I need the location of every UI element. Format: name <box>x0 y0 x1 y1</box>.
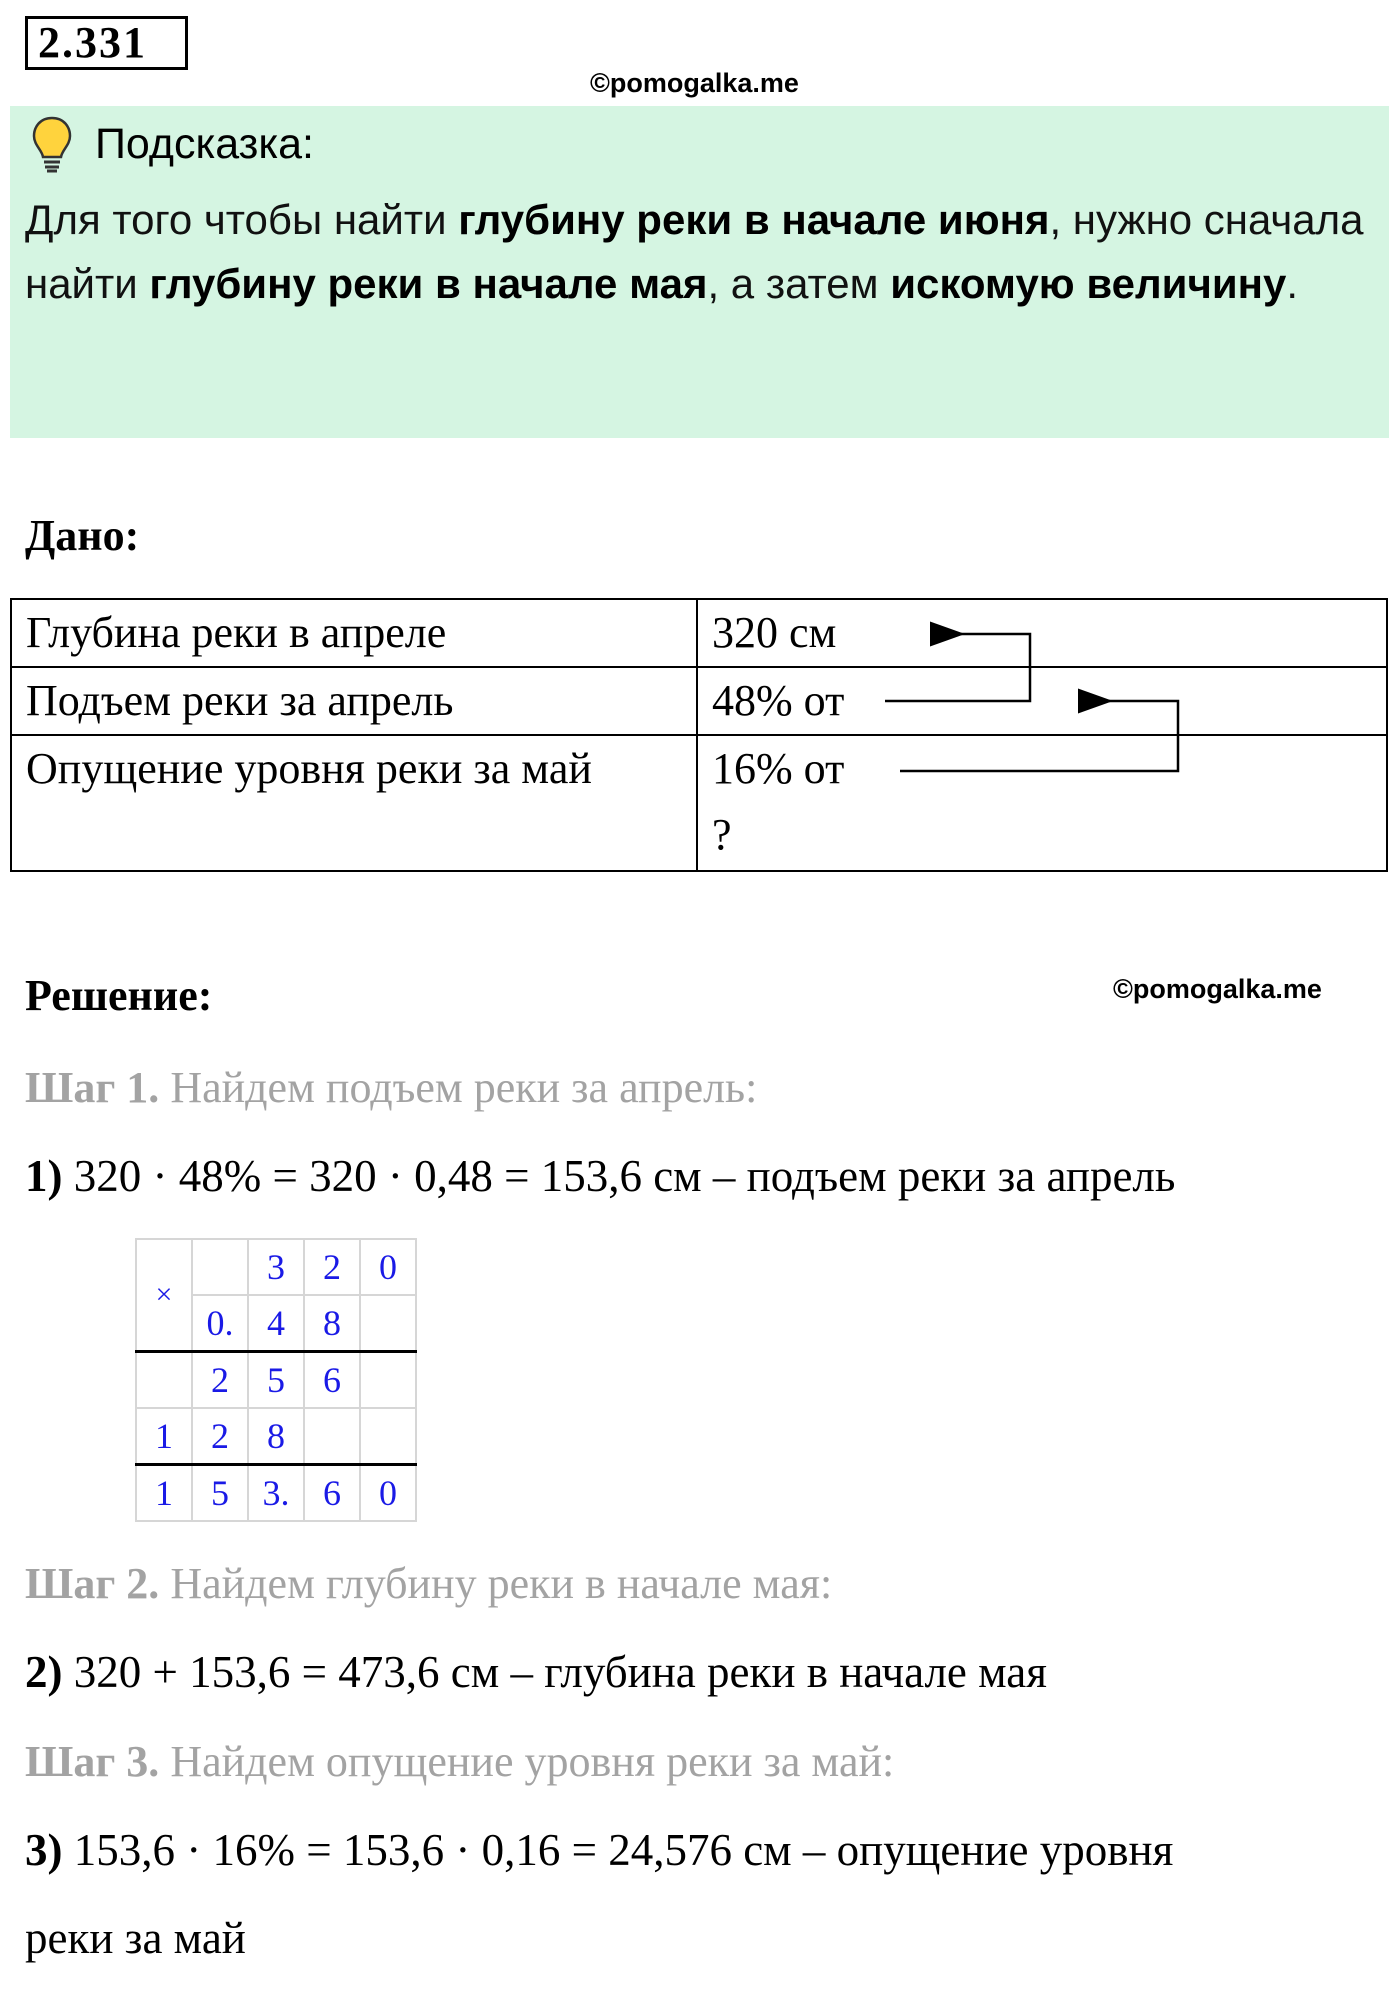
mult-cell: 0. <box>192 1295 248 1352</box>
mult-cell <box>360 1352 416 1409</box>
formula-3-continuation: реки за май <box>25 1913 246 1963</box>
mult-cell: 1 <box>136 1408 192 1465</box>
given-value: 320 см <box>697 599 1387 667</box>
formula-1: 1) 320 · 48% = 320 · 0,48 = 153,6 см – подъем реки за апрель <box>25 1151 1176 1201</box>
given-value: 48% от <box>697 667 1387 735</box>
mult-cell: 4 <box>248 1295 304 1352</box>
arrow-16-to-48 <box>900 701 1178 771</box>
mult-cell: 5 <box>248 1352 304 1409</box>
mult-cell: 1 <box>136 1465 192 1522</box>
mult-row <box>136 1352 416 1409</box>
arrow-48-to-320 <box>885 634 1030 701</box>
given-label: Подъем реки за апрель <box>11 667 697 735</box>
watermark: ©pomogalka.me <box>1113 974 1322 1004</box>
given-value-unknown: ? <box>712 810 732 859</box>
mult-cell: 6 <box>304 1352 360 1409</box>
multiplication-table <box>135 1238 417 1522</box>
mult-cell: 2 <box>192 1408 248 1465</box>
formula-2: 2) 320 + 153,6 = 473,6 см – глубина реки в начале мая <box>25 1647 1047 1697</box>
mult-cell <box>360 1408 416 1465</box>
step-1: Шаг 1. Найдем подъем реки за апрель: <box>25 1063 758 1112</box>
mult-cell: 0 <box>360 1465 416 1522</box>
mult-cell <box>136 1352 192 1409</box>
mult-cell: 8 <box>248 1408 304 1465</box>
mult-cell: 2 <box>192 1352 248 1409</box>
step-2: Шаг 2. Найдем глубину реки в начале мая: <box>25 1559 833 1608</box>
step-3: Шаг 3. Найдем опущение уровня реки за май: <box>25 1737 895 1786</box>
mult-cell: 3 <box>248 1239 304 1295</box>
mult-row <box>136 1239 416 1295</box>
formula-3: 3) 153,6 · 16% = 153,6 · 0,16 = 24,576 см – опущение уровня <box>25 1825 1174 1875</box>
solution-heading: Решение: <box>25 971 213 1020</box>
mult-row <box>136 1465 416 1522</box>
mult-cell: 2 <box>304 1239 360 1295</box>
mult-cell: 8 <box>304 1295 360 1352</box>
hint-title: Подсказка: <box>95 120 314 168</box>
given-value-line: 16% от <box>712 744 845 793</box>
mult-row <box>136 1408 416 1465</box>
mult-cell: 0 <box>360 1239 416 1295</box>
hint-text: Для того чтобы найти глубину реки в начале июня, нужно сначала найти глубину реки в начале мая, а затем искомую величину. <box>25 196 1364 307</box>
mult-cell: 6 <box>304 1465 360 1522</box>
problem-number: 2.331 <box>25 16 188 70</box>
multiply-sign: × <box>136 1239 192 1352</box>
given-label: Опущение уровня реки за май <box>11 735 697 871</box>
given-heading: Дано: <box>25 511 140 560</box>
mult-cell <box>360 1295 416 1352</box>
arrows-diagram <box>0 0 1400 900</box>
mult-cell: 3. <box>248 1465 304 1522</box>
given-label: Глубина реки в апреле <box>11 599 697 667</box>
mult-cell: 5 <box>192 1465 248 1522</box>
mult-cell <box>304 1408 360 1465</box>
watermark: ©pomogalka.me <box>590 68 799 98</box>
mult-cell <box>192 1239 248 1295</box>
